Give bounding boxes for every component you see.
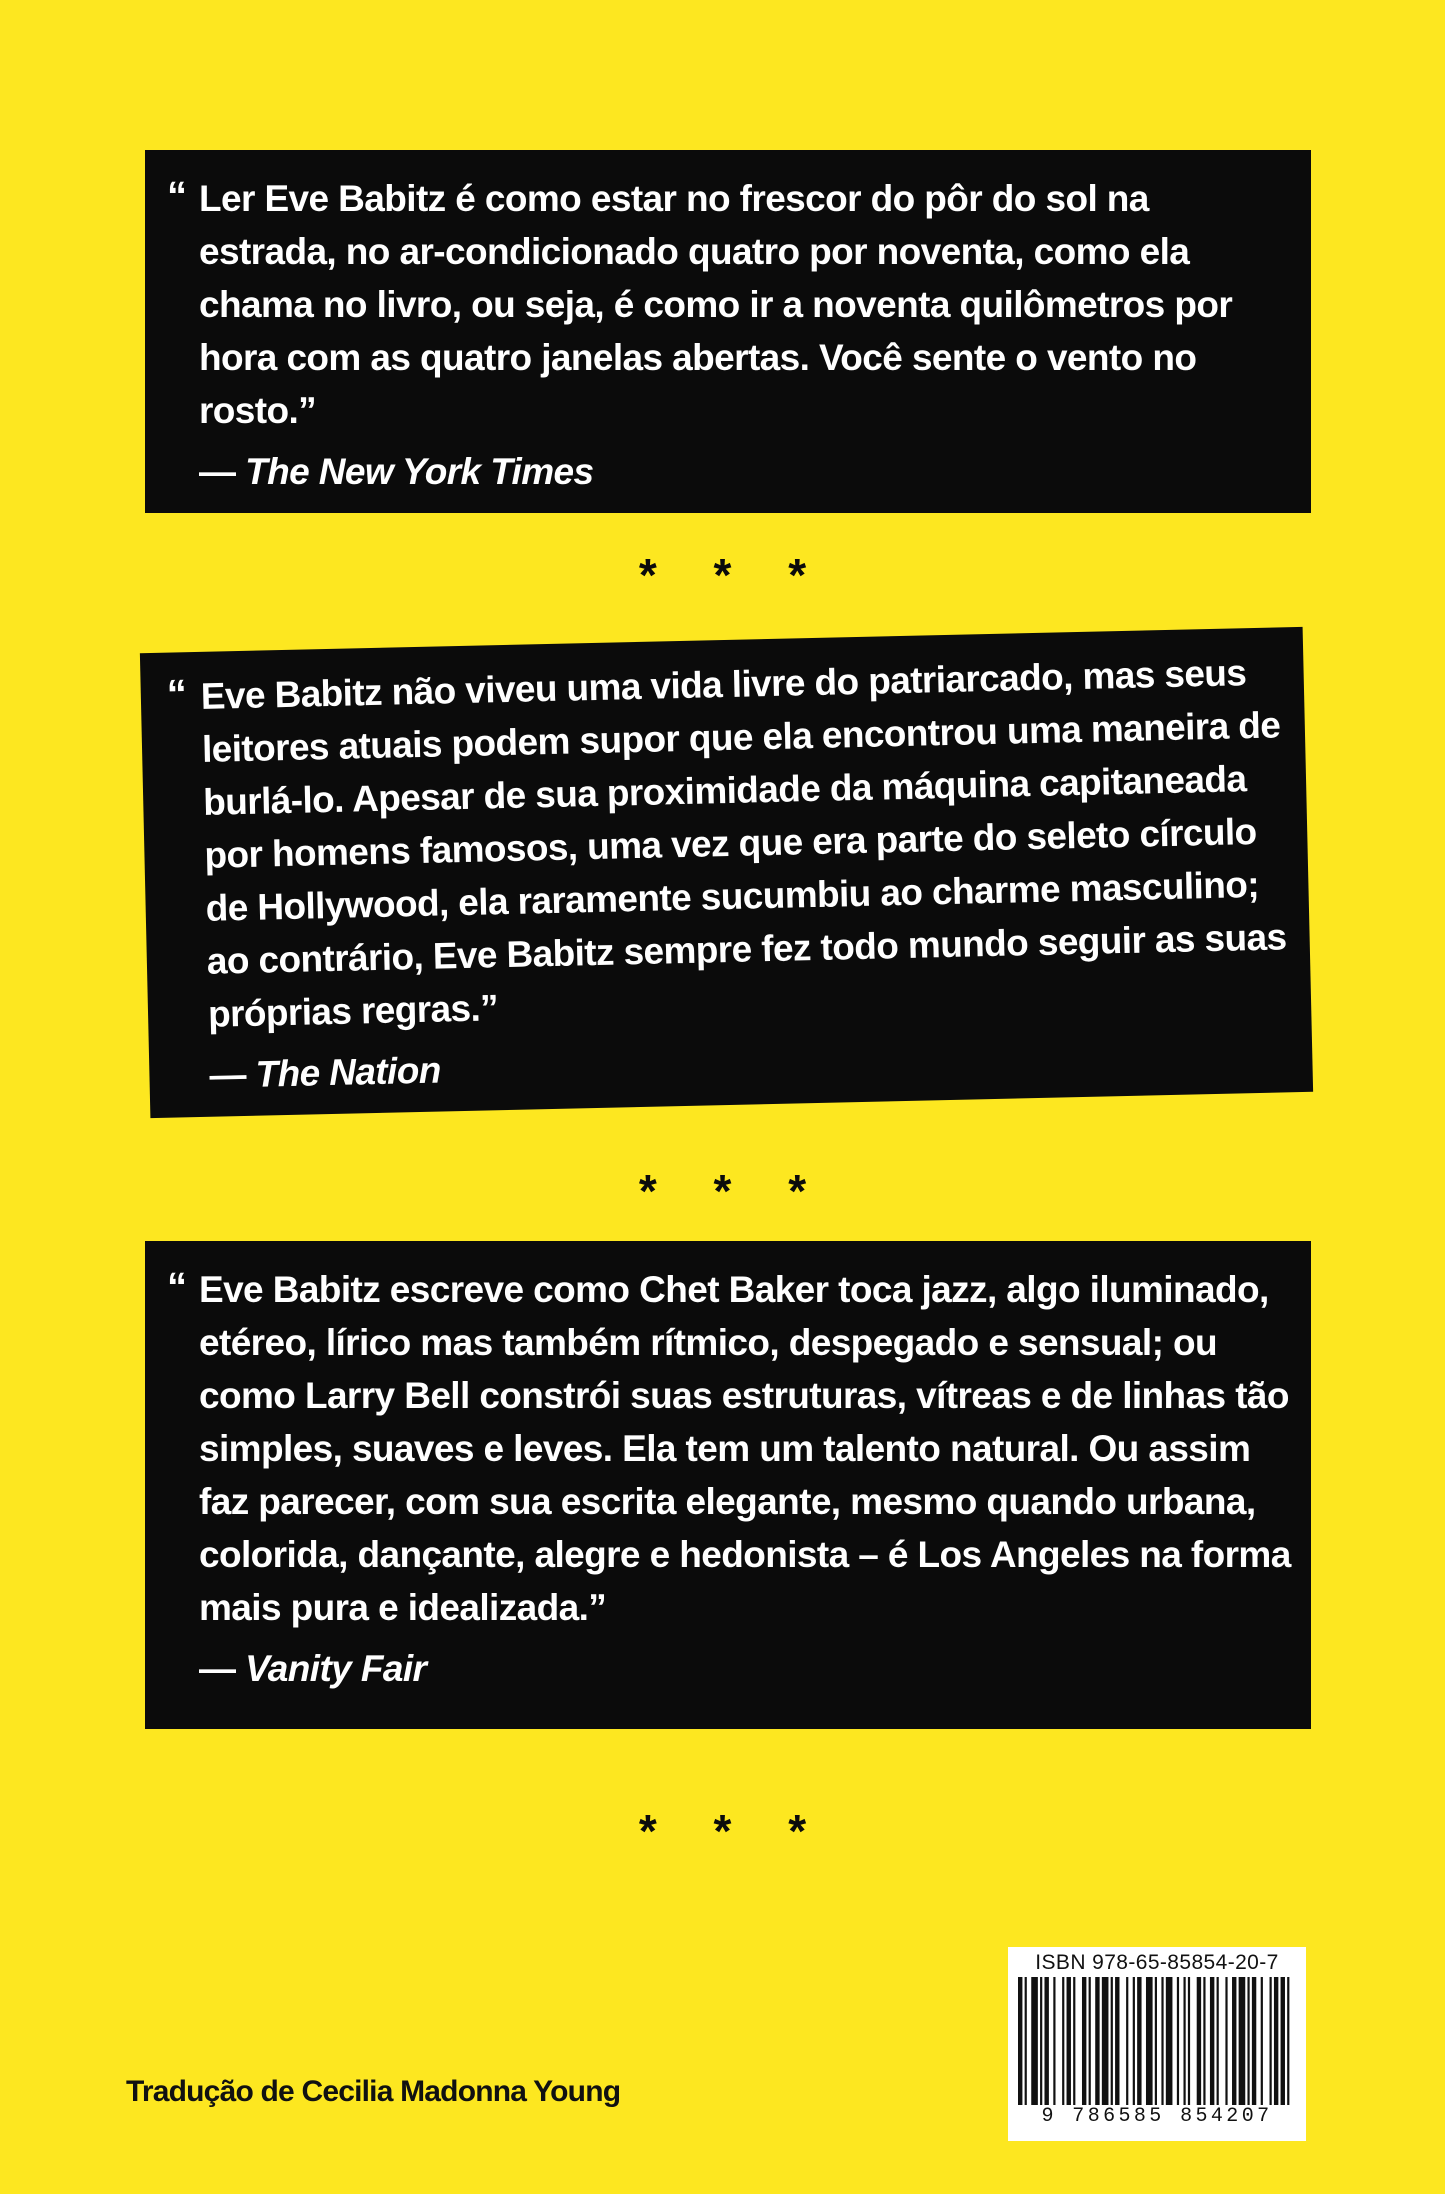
barcode-bar [1111,1977,1113,2105]
quote-box-nyt [145,150,1311,513]
publication-name: The New York Times [245,451,594,492]
barcode-bar [1274,1977,1278,2105]
barcode-bar [1062,1977,1064,2105]
barcode-bar [1232,1977,1236,2105]
translator-credit: Tradução de Cecilia Madonna Young [126,2075,621,2108]
asterism-separator: * * * [638,549,829,601]
barcode-bar [1203,1977,1205,2105]
barcode-bar [1126,1977,1128,2105]
barcode-bar [1067,1977,1071,2105]
open-quote-mark: “ [167,174,187,218]
barcode-bar [1146,1977,1153,2105]
quote-attribution [199,1642,1291,1695]
barcode-bar [1239,1977,1246,2105]
barcode-bar [1281,1977,1285,2105]
quote-box-vanity-fair [145,1241,1311,1729]
barcode-bar [1082,1977,1086,2105]
barcode-bar [1155,1977,1157,2105]
quote-box-nation [140,627,1313,1118]
attribution-dash: — [199,451,246,492]
barcode-bar [1188,1977,1190,2105]
barcode-bar [1095,1977,1099,2105]
barcode-bar [1031,1977,1038,2105]
publication-name: Vanity Fair [245,1648,427,1689]
barcode-bar [1073,1977,1075,2105]
barcode-bar [1252,1977,1256,2105]
barcode-bar [1225,1977,1227,2105]
isbn-barcode [1008,1947,1306,2141]
barcode-bar [1177,1977,1179,2105]
barcode-bar [1044,1977,1048,2105]
barcode-digits: 9 786585 854207 [1041,2105,1273,2128]
open-quote-mark: “ [166,672,188,717]
asterism-separator: * * * [638,1805,829,1857]
barcode-bar [1089,1977,1091,2105]
asterism-separator: * * * [638,1165,829,1217]
barcode-bar [1166,1977,1173,2105]
barcode-bar [1018,1977,1022,2105]
barcode-bar [1287,1977,1289,2105]
quote-text: Ler Eve Babitz é como estar no frescor do pôr do sol na estrada, no ar-condicionado quatro por noventa, como ela chama no livro, ou seja, é como ir a noventa quilômetros por hora com as quatro janelas abertas. Você sente o vento no rosto.” [199,178,1233,431]
open-quote-mark: “ [167,1265,187,1309]
quote-attribution [199,445,1291,498]
barcode-bar [1217,1977,1219,2105]
attribution-dash: — [199,1648,246,1689]
attribution-dash: — [209,1053,257,1096]
quote-text: Eve Babitz não viveu uma vida livre do patriarcado, mas seus leitores atuais podem supor que ela encontrou uma maneira de burlá-lo. Apesar de sua proximidade da máquina capitaneada por homens famosos, uma vez que era parte do seleto círculo de Hollywood, ela raramente sucumbiu ao charme masculino; ao contrário, Eve Babitz sempre fez todo mundo seguir as suas próprias regras.” [200,652,1287,1035]
isbn-label: ISBN 978-65-85854-20-7 [1035,1951,1279,1974]
barcode-bar [1270,1977,1272,2105]
barcode-bar [1210,1977,1214,2105]
barcode-bar [1102,1977,1109,2105]
barcode-bar [1053,1977,1055,2105]
barcode-bar [1247,1977,1249,2105]
barcode-bar [1115,1977,1119,2105]
barcode-bar [1161,1977,1163,2105]
quote-text: Eve Babitz escreve como Chet Baker toca jazz, algo iluminado, etéreo, lírico mas também rítmico, despegado e sensual; ou como Larry Bell constrói suas estruturas, vítreas e de linhas tão simples, suaves e leves. Ela tem um talento natural. Ou assim faz parecer, com sua escrita elegante, mesmo quando urbana, colorida, dançante, alegre e hedonista – é Los Angeles na forma mais pura e idealizada.” [199,1269,1291,1628]
barcode-bar [1137,1977,1141,2105]
barcode-bar [1040,1977,1042,2105]
publication-name: The Nation [255,1049,442,1095]
barcode-bar [1133,1977,1135,2105]
barcode-bar [1261,1977,1263,2105]
barcode-bar [1025,1977,1027,2105]
barcode-bars-icon [1018,1977,1296,2105]
barcode-bar [1197,1977,1201,2105]
barcode-bar [1183,1977,1185,2105]
